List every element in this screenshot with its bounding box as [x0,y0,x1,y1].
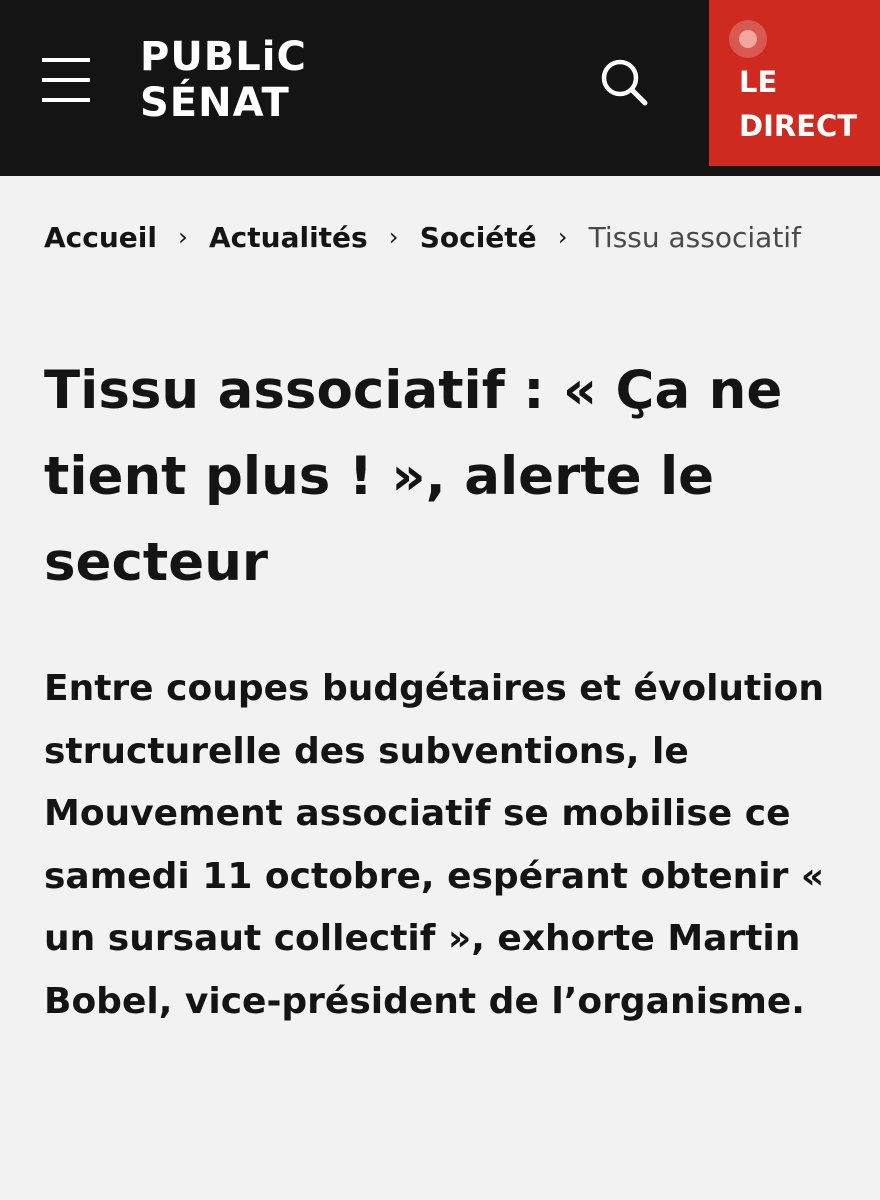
breadcrumb-item-actualites[interactable]: Actualités [208,220,368,254]
menu-button[interactable] [40,56,92,108]
breadcrumb-item-accueil[interactable]: Accueil [44,220,157,254]
breadcrumb-item-societe[interactable]: Société [419,220,537,254]
menu-icon-bar [42,78,90,82]
live-label-line1: LE [739,65,778,99]
article-title: Tissu associatif : « Ça ne tient plus ! », alerte le secteur [44,360,783,593]
chevron-right-icon: › [557,223,568,251]
menu-icon-bar [42,98,90,102]
chevron-right-icon: › [178,223,188,251]
live-dot-core [739,30,757,48]
search-icon [598,56,650,108]
breadcrumb-current: Tissu associatif [588,220,801,254]
chevron-right-icon: › [388,223,399,251]
breadcrumb [44,215,864,259]
site-logo[interactable] [140,34,340,134]
live-dot-icon [729,20,767,58]
logo-line-public: PUBLiC [140,34,307,80]
site-header [0,0,880,176]
live-label [739,60,857,148]
article-lead: Entre coupes budgétaires et évolution structurelle des subventions, le Mouvement associatif se mobilise ce samedi 11 octobre, espérant obtenir « un sursaut collectif », exhorte Martin Bobel, vice-président de l’organisme. [44,668,825,1022]
logo-line-senat: SÉNAT [140,80,290,126]
search-button[interactable] [598,56,650,108]
live-label-line2: DIRECT [739,109,858,143]
menu-icon-bar [42,58,90,62]
live-button[interactable] [709,0,880,166]
